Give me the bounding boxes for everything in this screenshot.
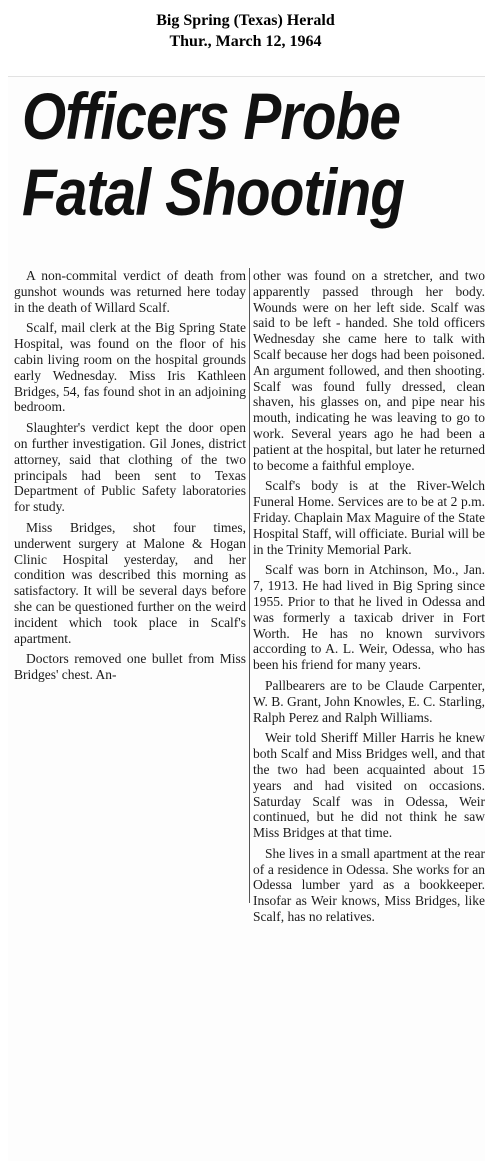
article-column-left — [14, 268, 246, 688]
paragraph: Scalf's body is at the River-Welch Funeral Home. Services are to be at 2 p.m. Friday. Chaplain Max Maguire of the State Hospital Staff, will officiate. Burial will be in the Trinity Memorial Park. — [253, 478, 485, 557]
paragraph: Miss Bridges, shot four times, underwent surgery at Malone & Hogan Clinic Hospital yesterday, and her condition was described this morning as satisfactory. It will be several days before she can be questioned further on the weird incident which took place in Scalf's apartment. — [14, 519, 246, 646]
paragraph: Doctors removed one bullet from Miss Bridges' chest. An- — [14, 651, 246, 683]
paragraph: She lives in a small apartment at the rear of a residence in Odessa. She works for an Odessa lumber yard as a bookkeeper. Insofar as Weir knows, Miss Bridges, like Scalf, has no relatives. — [253, 845, 485, 925]
headline — [22, 78, 419, 230]
paragraph: A non-commital verdict of death from gunshot wounds was returned here today in the death of Willard Scalf. — [14, 268, 246, 315]
headline-line-2: Fatal Shooting — [22, 155, 405, 229]
column-divider — [249, 268, 250, 903]
paragraph: Pallbearers are to be Claude Carpenter, W. B. Grant, John Knowles, E. C. Starling, Ralph Perez and Ralph Williams. — [253, 677, 485, 725]
article-column-right — [253, 268, 485, 930]
paragraph: other was found on a stretcher, and two apparently passed through her body. Wounds were on her left side. Scalf was said to be left - handed. She told officers Wednesday she came here to talk with Scalf because her dogs had been poisoned. An argument followed, and then shooting. Scalf was found fully dressed, clean shaven, his glasses on, and pipe near his mouth, indicating he was leaving to go to work. Several years ago he had been a patient at the hospital, but later he returned to become a faithful employe. — [253, 268, 485, 473]
paragraph: Scalf was born in Atchinson, Mo., Jan. 7, 1913. He had lived in Big Spring since 1955. Prior to that he lived in Odessa and was formerly a taxicab driver in Fort Worth. He has no known survivors according to A. L. Weir, Odessa, who has been his friend for many years. — [253, 562, 485, 673]
newspaper-name: Big Spring (Texas) Herald — [156, 12, 335, 29]
paragraph: Scalf, mail clerk at the Big Spring State Hospital, was found on the floor of his cabin living room on the hospital grounds early Wednesday. Miss Iris Kathleen Bridges, 54, fas found shot in an adjoining bedroom. — [14, 320, 246, 415]
headline-line-1: Officers Probe — [22, 79, 401, 153]
paragraph: Weir told Sheriff Miller Harris he knew both Scalf and Miss Bridges well, and that the two had been acquainted about 15 years and had visited on occasions. Saturday Scalf was in Odessa, Weir continued, but he did not think he saw Miss Bridges at that time. — [253, 730, 485, 841]
publication-date: Thur., March 12, 1964 — [169, 33, 322, 50]
source-header — [0, 10, 491, 52]
paragraph: Slaughter's verdict kept the door open on further investigation. Gil Jones, district attorney, said that clothing of the two principals had been sent to Texas Department of Public Safety laboratories for study. — [14, 420, 246, 515]
